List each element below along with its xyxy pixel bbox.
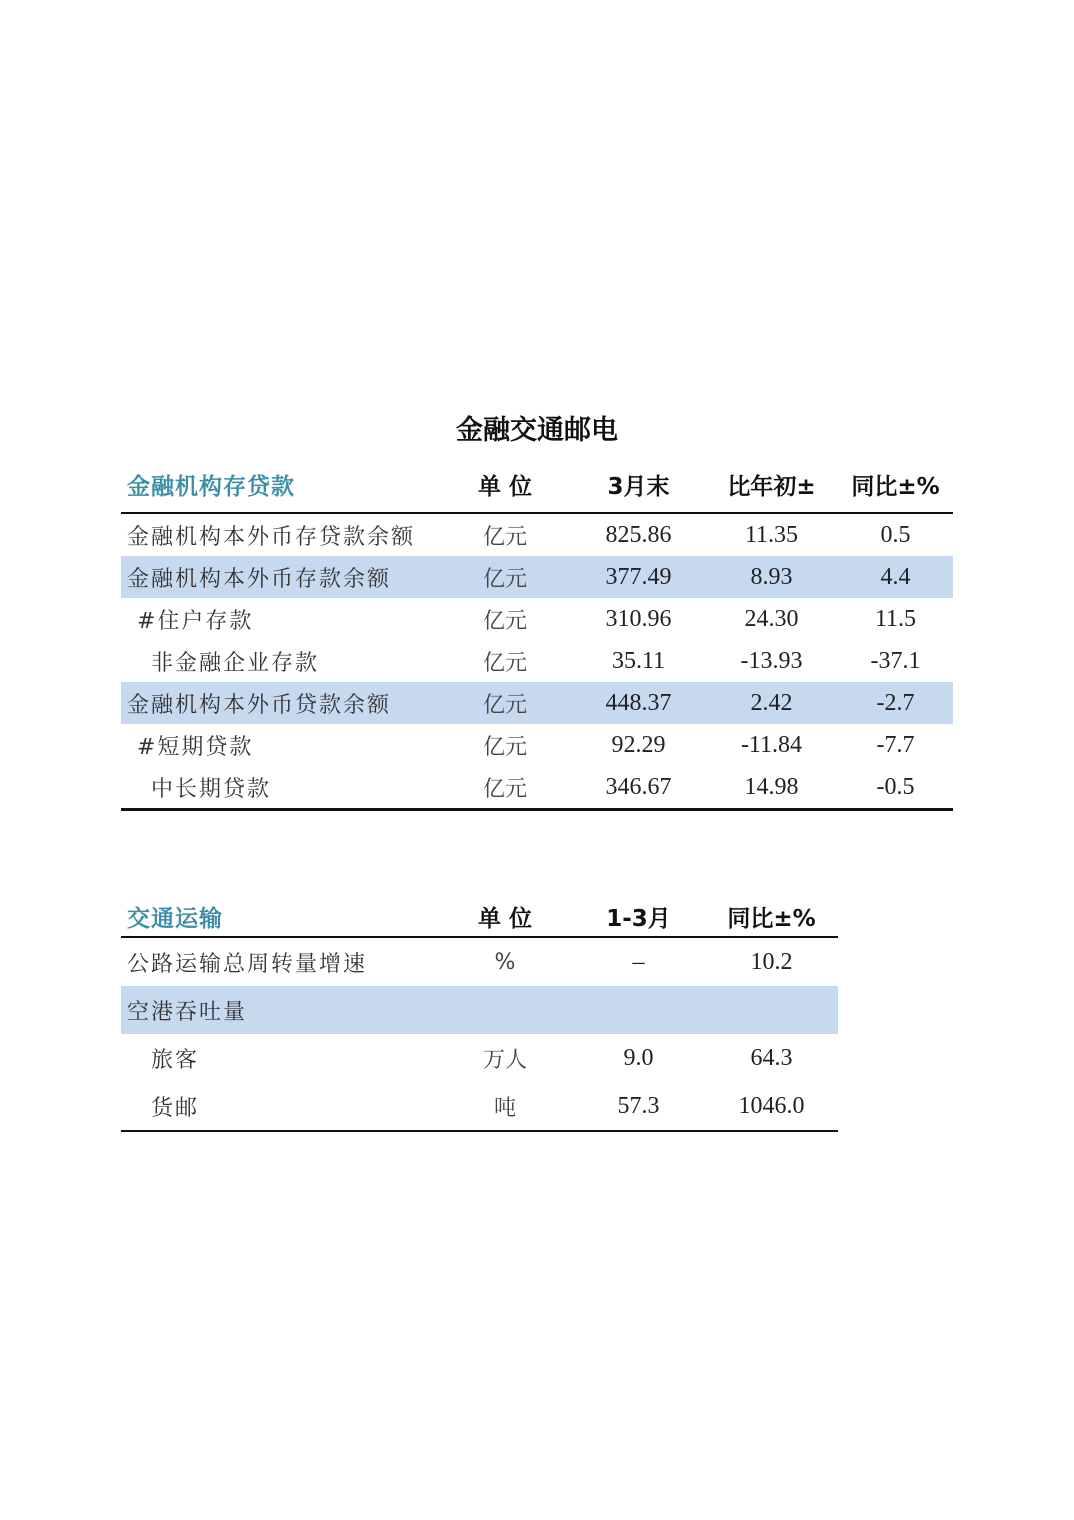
row-unit: 亿元 — [438, 682, 572, 724]
table-row — [121, 556, 953, 598]
row-unit: 亿元 — [438, 556, 572, 598]
row-yoy: 10.2 — [750, 948, 793, 975]
row-yoy: 0.5 — [880, 521, 911, 548]
row-label: 空港吞吐量 — [121, 986, 438, 1034]
row-unit: 亿元 — [482, 776, 527, 802]
header-change-since-year-start: 比年初± — [705, 456, 838, 513]
row-value: 57.3 — [617, 1092, 660, 1119]
row-unit — [438, 986, 572, 1034]
header-yoy: 同比±% — [705, 896, 838, 937]
header-unit: 单 位 — [438, 456, 572, 513]
page-title: 金融交通邮电 — [456, 415, 618, 446]
row-label: 金融机构本外币存款余额 — [121, 556, 438, 598]
row-value: 92.29 — [611, 731, 666, 758]
row-unit: 亿元 — [482, 734, 527, 760]
row-label: 旅客 — [151, 1047, 200, 1073]
table-row — [121, 682, 953, 724]
header-jan-to-march: 1-3月 — [572, 896, 705, 937]
row-yoy: 64.3 — [750, 1044, 793, 1071]
row-change: -11.84 — [740, 731, 803, 758]
row-unit: 吨 — [493, 1095, 516, 1121]
row-unit: 亿元 — [482, 524, 527, 550]
table-row — [121, 724, 953, 766]
row-change: 8.93 — [705, 556, 838, 598]
row-label: #短期贷款 — [137, 734, 254, 760]
table-row — [121, 640, 953, 682]
row-change: 11.35 — [744, 521, 799, 548]
row-yoy: -0.5 — [876, 773, 915, 800]
row-yoy: -2.7 — [838, 682, 953, 724]
row-yoy: 11.5 — [874, 605, 917, 632]
row-value: 9.0 — [623, 1044, 654, 1071]
row-yoy: -37.1 — [870, 647, 921, 674]
row-value: – — [632, 948, 645, 975]
row-label: 金融机构本外币存贷款余额 — [127, 524, 416, 550]
header-yoy: 同比±% — [838, 456, 953, 513]
row-unit: 万人 — [482, 1047, 527, 1073]
row-value — [572, 986, 705, 1034]
row-change: 2.42 — [705, 682, 838, 724]
row-value: 448.37 — [572, 682, 705, 724]
table-row — [121, 766, 953, 810]
row-unit: 亿元 — [482, 650, 527, 676]
row-yoy: -7.7 — [876, 731, 915, 758]
row-yoy: 1046.0 — [738, 1092, 805, 1119]
table-row — [121, 1082, 838, 1131]
row-label: 货邮 — [151, 1095, 200, 1121]
row-change: -13.93 — [740, 647, 803, 674]
row-yoy — [705, 986, 838, 1034]
row-change: 24.30 — [744, 605, 799, 632]
row-value: 377.49 — [572, 556, 705, 598]
row-value: 310.96 — [605, 605, 672, 632]
table-row — [121, 937, 838, 986]
row-label: 中长期贷款 — [151, 776, 272, 802]
table-row — [121, 598, 953, 640]
row-value: 35.11 — [611, 647, 666, 674]
table-row — [121, 1034, 838, 1082]
row-unit: 亿元 — [482, 608, 527, 634]
table-row — [121, 986, 838, 1034]
transport-header-row — [121, 896, 838, 937]
finance-table — [121, 456, 953, 811]
header-end-of-march: 3月末 — [572, 456, 705, 513]
row-unit: % — [494, 949, 516, 975]
row-yoy: 4.4 — [838, 556, 953, 598]
table-row — [121, 513, 953, 556]
transport-table — [121, 896, 838, 1132]
finance-header-row — [121, 456, 953, 513]
finance-section-label: 金融机构存贷款 — [121, 456, 438, 513]
row-change: 14.98 — [744, 773, 799, 800]
row-value: 825.86 — [605, 521, 672, 548]
row-label: 金融机构本外币贷款余额 — [121, 682, 438, 724]
row-label: 非金融企业存款 — [151, 650, 320, 676]
header-unit: 单 位 — [438, 896, 572, 937]
row-label: #住户存款 — [137, 608, 254, 634]
row-label: 公路运输总周转量增速 — [127, 951, 368, 977]
row-value: 346.67 — [605, 773, 672, 800]
transport-section-label: 交通运输 — [121, 896, 438, 937]
